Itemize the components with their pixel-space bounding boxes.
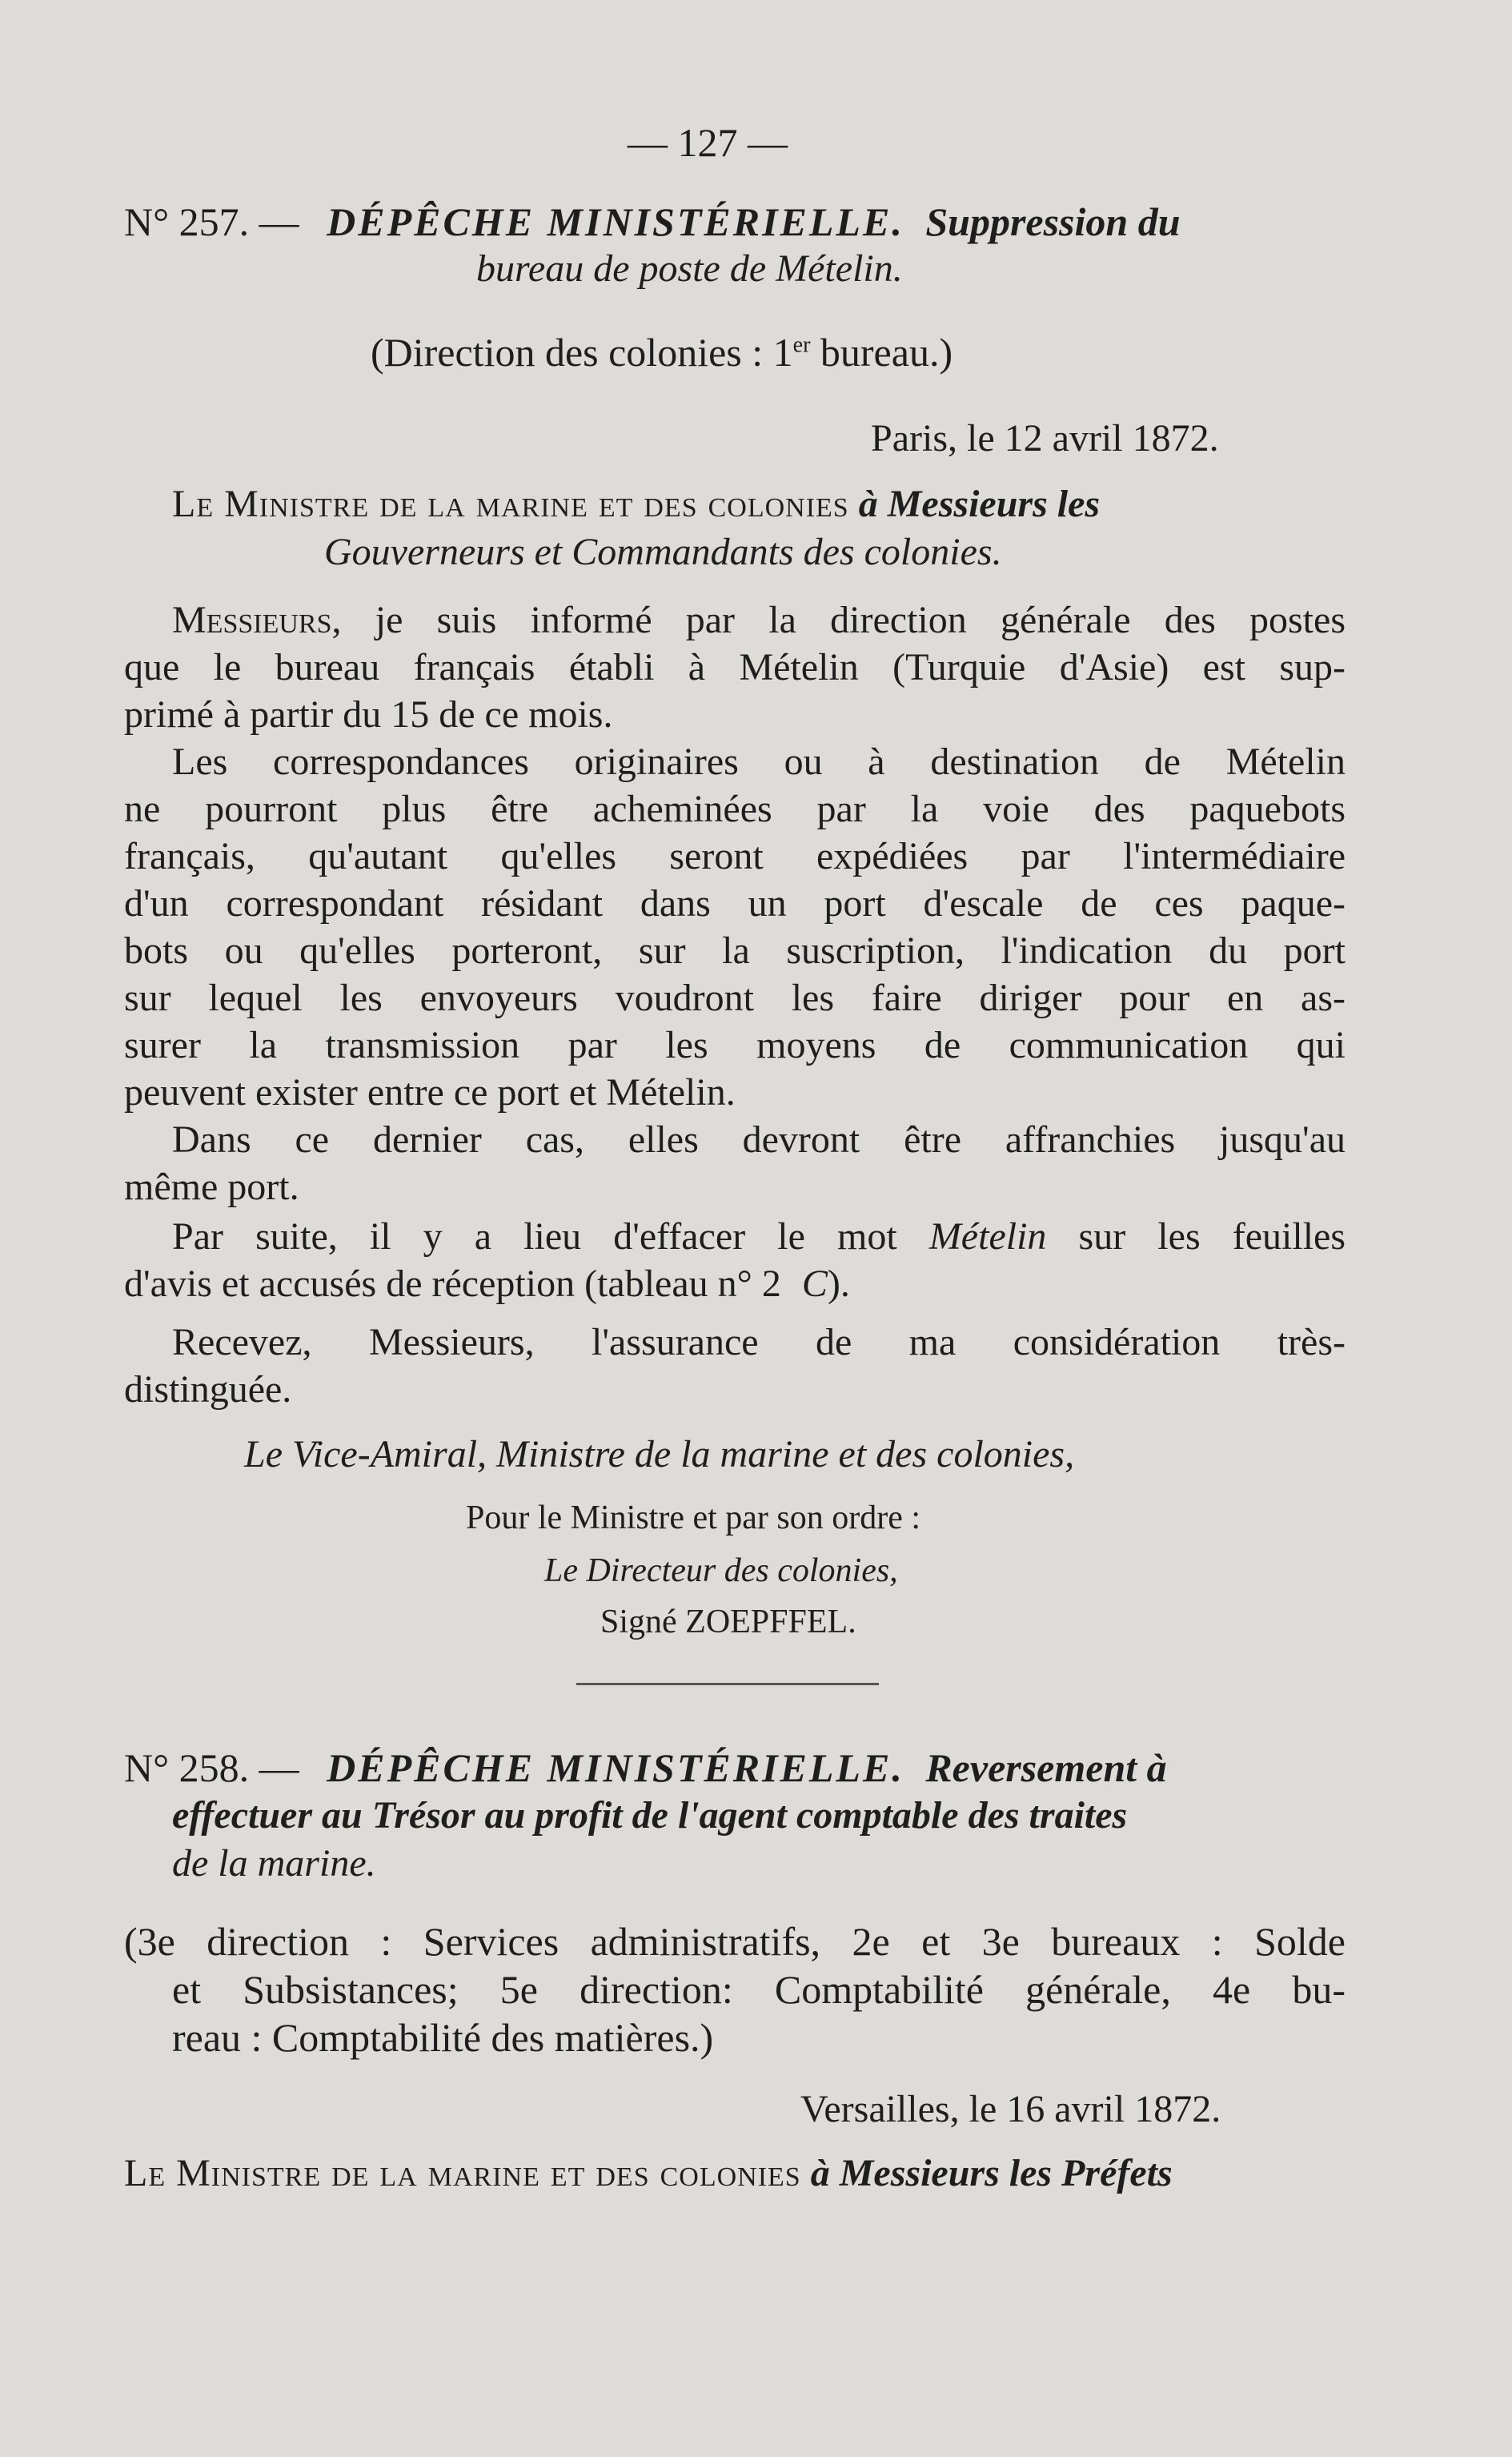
body-line: français, qu'autant qu'elles seront expédiées par l'intermédiaire xyxy=(124,835,1346,877)
body-line: primé à partir du 15 de ce mois. xyxy=(124,693,613,736)
body-line: d'un correspondant résidant dans un port d'escale de ces paque- xyxy=(124,882,1346,925)
section-divider xyxy=(576,1683,879,1685)
dispatch-257-heading xyxy=(124,198,1181,246)
body-line: peuvent exister entre ce port et Mételin. xyxy=(124,1071,736,1114)
body-line: d'avis et accusés de réception (tableau n° 2 C). xyxy=(124,1263,850,1305)
salutation: Messieurs, xyxy=(172,599,342,641)
dispatch-257-address-sender: Le Ministre de la marine et des colonies xyxy=(172,483,849,525)
body-line: que le bureau français établi à Mételin (Turquie d'Asie) est sup- xyxy=(124,646,1346,689)
dispatch-258-direction: reau : Comptabilité des matières.) xyxy=(172,2015,714,2060)
body-line: ne pourront plus être acheminées par la voie des paquebots xyxy=(124,788,1346,830)
dispatch-258-number: N° 258. — xyxy=(124,1745,299,1790)
page-number: — 127 — xyxy=(628,120,788,165)
closing-line: distinguée. xyxy=(124,1368,292,1411)
signature-title: Le Vice-Amiral, Ministre de la marine et des colonies, xyxy=(244,1433,1075,1475)
dispatch-257-address-cont: Gouverneurs et Commandants des colonies. xyxy=(324,531,1002,573)
dispatch-258-address-recipient: à Messieurs les Préfets xyxy=(810,2152,1173,2194)
dispatch-257-number: N° 257. — xyxy=(124,199,299,244)
body-line: surer la transmission par les moyens de communication qui xyxy=(124,1024,1346,1066)
body-line: même port. xyxy=(124,1166,299,1208)
dispatch-257-direction: (Direction des colonies : 1er bureau.) xyxy=(371,330,953,375)
dispatch-258-subject: Reversement à xyxy=(925,1745,1167,1790)
body-line: Les correspondances originaires ou à destination de Mételin xyxy=(172,741,1346,783)
dispatch-258-heading xyxy=(124,1744,1167,1792)
dispatch-258-subject-cont: effectuer au Trésor au profit de l'agent comptable des traites xyxy=(172,1794,1128,1837)
dispatch-258-direction: (3e direction : Services administratifs, 2e et 3e bureaux : Solde xyxy=(124,1919,1346,1964)
dispatch-257-type: DÉPÊCHE MINISTÉRIELLE. xyxy=(327,199,904,244)
dispatch-257-place-date: Paris, le 12 avril 1872. xyxy=(871,417,1219,460)
signature-order: Pour le Ministre et par son ordre : xyxy=(466,1499,921,1536)
closing-line: Recevez, Messieurs, l'assurance de ma considération très- xyxy=(172,1321,1346,1363)
body-line: sur lequel les envoyeurs voudront les faire diriger pour en as- xyxy=(124,977,1346,1019)
dispatch-257-subject-cont: bureau de poste de Mételin. xyxy=(476,247,903,290)
dispatch-258-address-sender: Le Ministre de la marine et des colonies xyxy=(124,2152,801,2194)
body-line: Par suite, il y a lieu d'effacer le mot Mételin sur les feuilles xyxy=(172,1215,1346,1258)
dispatch-258-place-date: Versailles, le 16 avril 1872. xyxy=(800,2088,1221,2130)
dispatch-257-address xyxy=(172,480,1100,528)
dispatch-258-address xyxy=(124,2150,1173,2198)
signature-signed: Signé ZOEPFFEL. xyxy=(600,1604,856,1640)
dispatch-258-subject-cont: de la marine. xyxy=(172,1842,376,1885)
body-line: bots ou qu'elles porteront, sur la suscription, l'indication du port xyxy=(124,929,1346,972)
dispatch-257-subject: Suppression du xyxy=(925,199,1181,244)
dispatch-258-type: DÉPÊCHE MINISTÉRIELLE. xyxy=(327,1745,904,1790)
body-line: Messieurs, je suis informé par la direction générale des postes xyxy=(172,599,1346,641)
signature-director: Le Directeur des colonies, xyxy=(544,1552,898,1589)
dispatch-257-address-recipient: à Messieurs les xyxy=(858,483,1101,525)
dispatch-258-direction: et Subsistances; 5e direction: Comptabilité générale, 4e bu- xyxy=(172,1967,1346,2012)
body-line: Dans ce dernier cas, elles devront être affranchies jusqu'au xyxy=(172,1118,1346,1161)
